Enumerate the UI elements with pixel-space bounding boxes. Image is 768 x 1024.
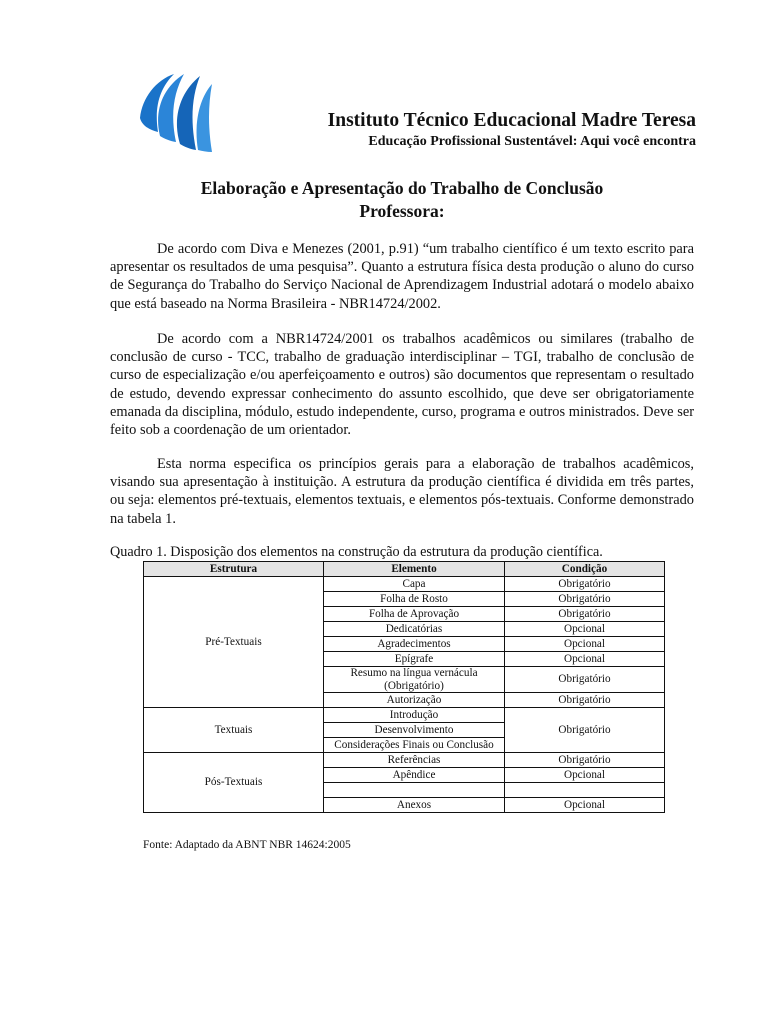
elements-table [143, 561, 665, 813]
cell-elemento: Referências [324, 753, 505, 768]
cell-elemento: Dedicatórias [324, 622, 505, 637]
table-row [144, 753, 665, 768]
table-source: Fonte: Adaptado da ABNT NBR 14624:2005 [143, 839, 351, 851]
group-pre-textuais: Pré-Textuais [144, 577, 324, 708]
cell-condicao: Obrigatório [505, 592, 665, 607]
paragraph-1: De acordo com Diva e Menezes (2001, p.91) “um trabalho científico é um texto escrito para apresentar os resultados de uma pesquisa”. Quanto a estrutura física desta produção o aluno do curso de Segurança do Trabalho do Serviço Nacional de Aprendizagem Industrial adotará o modelo abaixo que está baseado na Norma Brasileira - NBR14724/2002. [110, 241, 694, 312]
cell-elemento: Capa [324, 577, 505, 592]
cell-condicao [505, 783, 665, 798]
cell-elemento: Introdução [324, 708, 505, 723]
paragraph-3: Esta norma especifica os princípios gerais para a elaboração de trabalhos acadêmicos, visando sua apresentação à instituição. A estrutura da produção científica é dividida em três partes, ou seja: elementos pré-textuais, elementos textuais, e elementos pós-textuais. Conforme demonstrado na tabela 1. [110, 456, 694, 527]
cell-elemento: Desenvolvimento [324, 723, 505, 738]
table-row [144, 708, 665, 723]
cell-condicao: Opcional [505, 637, 665, 652]
cell-condicao-textuais: Obrigatório [505, 708, 665, 753]
cell-elemento: Agradecimentos [324, 637, 505, 652]
institution-logo-icon [136, 70, 216, 154]
document-title-line2: Professora: [359, 201, 445, 221]
cell-condicao: Opcional [505, 652, 665, 667]
group-pos-textuais: Pós-Textuais [144, 753, 324, 813]
institution-tagline: Educação Profissional Sustentável: Aqui você encontra [368, 134, 696, 149]
cell-elemento: Folha de Aprovação [324, 607, 505, 622]
header-estrutura: Estrutura [144, 562, 324, 577]
cell-elemento: Epígrafe [324, 652, 505, 667]
paragraph-2: De acordo com a NBR14724/2001 os trabalhos acadêmicos ou similares (trabalho de conclusão de curso - TCC, trabalho de graduação interdisciplinar – TGI, trabalho de conclusão de curso de especialização e/ou aperfeiçoamento e outros) são documentos que representam o resultado de estudo, devendo expressar conhecimento do assunto escolhido, que deve ser obrigatoriamente emanada da disciplina, módulo, estudo independente, curso, programa e outros ministrados. Deve ser feito sob a coordenação de um orientador. [110, 331, 694, 439]
document-title [110, 177, 694, 223]
group-textuais: Textuais [144, 708, 324, 753]
institution-name: Instituto Técnico Educacional Madre Teresa [327, 110, 696, 131]
document-title-line1: Elaboração e Apresentação do Trabalho de Conclusão [200, 178, 604, 198]
cell-condicao: Opcional [505, 798, 665, 813]
cell-elemento: Anexos [324, 798, 505, 813]
cell-elemento: Considerações Finais ou Conclusão [324, 738, 505, 753]
cell-elemento: Resumo na língua vernácula (Obrigatório) [324, 667, 505, 693]
table-row [144, 577, 665, 592]
cell-condicao: Obrigatório [505, 577, 665, 592]
cell-condicao: Obrigatório [505, 667, 665, 693]
cell-elemento: Apêndice [324, 768, 505, 783]
table-caption: Quadro 1. Disposição dos elementos na construção da estrutura da produção científica. [110, 544, 603, 560]
cell-condicao: Opcional [505, 622, 665, 637]
cell-elemento: Autorização [324, 693, 505, 708]
table-header-row [144, 562, 665, 577]
header-condicao: Condição [505, 562, 665, 577]
cell-condicao: Obrigatório [505, 607, 665, 622]
cell-elemento [324, 783, 505, 798]
header-elemento: Elemento [324, 562, 505, 577]
cell-condicao: Opcional [505, 768, 665, 783]
cell-elemento: Folha de Rosto [324, 592, 505, 607]
cell-condicao: Obrigatório [505, 753, 665, 768]
cell-condicao: Obrigatório [505, 693, 665, 708]
